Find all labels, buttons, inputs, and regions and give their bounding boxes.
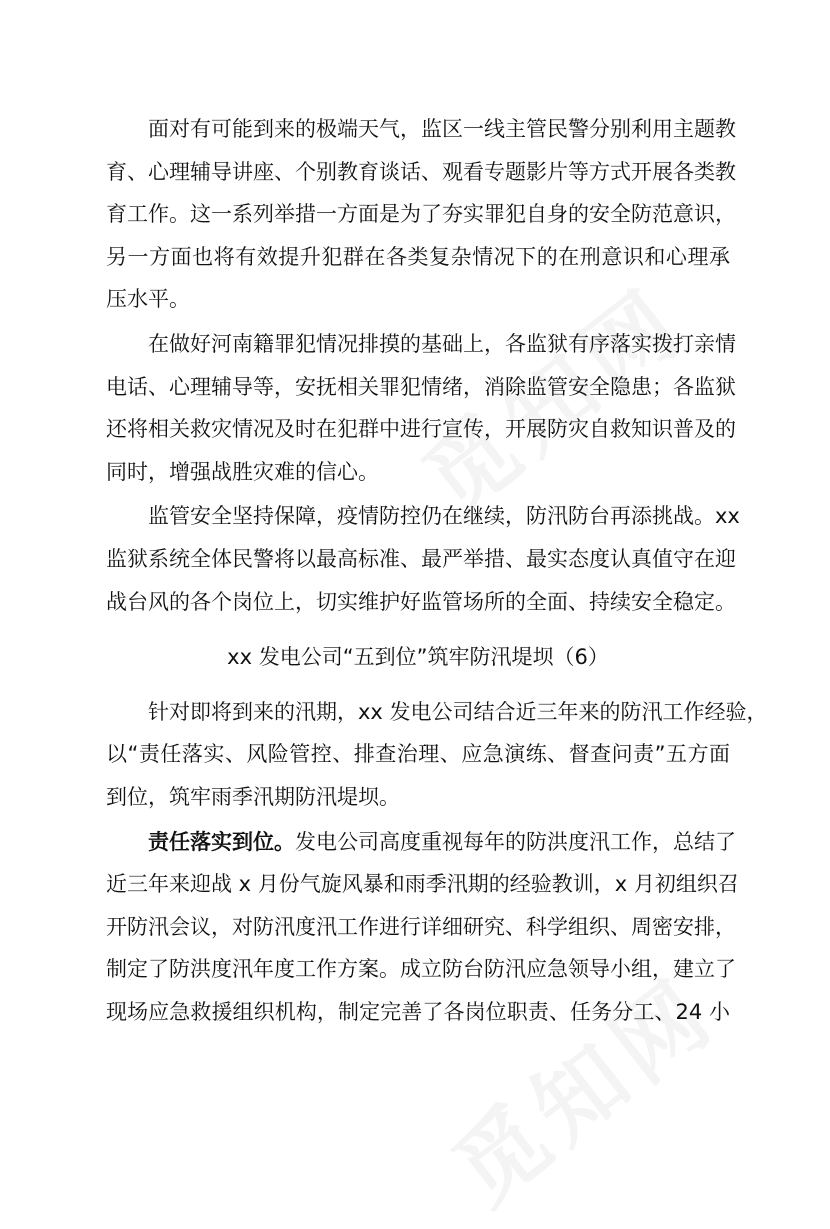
bold-lead: 责任落实到位。 bbox=[148, 829, 295, 854]
text-line: 另一方面也将有效提升犯群在各类复杂情况下的在刑意识和心理承 bbox=[106, 244, 730, 269]
text-line: 针对即将到来的汛期，xx 发电公司结合近三年来的防汛工作经验， bbox=[148, 699, 768, 724]
text-line: 近三年来迎战 x 月份气旋风暴和雨季汛期的经验教训，x 月初组织召 bbox=[106, 872, 739, 897]
paragraph bbox=[106, 108, 736, 321]
document-body bbox=[106, 108, 768, 1033]
text-line: 还将相关救灾情况及时在犯群中进行宣传，开展防灾自救知识普及的 bbox=[106, 417, 736, 442]
text-line: 电话、心理辅导等，安抚相关罪犯情绪，消除监管安全隐患；各监狱 bbox=[106, 374, 736, 399]
text-line: 到位，筑牢雨季汛期防汛堤坝。 bbox=[106, 784, 400, 809]
paragraph bbox=[106, 495, 740, 623]
text-line: 育工作。这一系列举措一方面是为了夯实罪犯自身的安全防范意识， bbox=[106, 202, 736, 227]
text-line: 开防汛会议，对防汛度汛工作进行详细研究、科学组织、周密安排， bbox=[106, 914, 736, 939]
text-line: 监管安全坚持保障，疫情防控仍在继续，防汛防台再添挑战。xx bbox=[148, 504, 740, 529]
text-line: 压水平。 bbox=[106, 287, 190, 312]
text-run: 发电公司高度重视每年的防洪度汛工作，总结了 bbox=[295, 829, 736, 854]
text-line: 制定了防洪度汛年度工作方案。成立防台防汛应急领导小组，建立了 bbox=[106, 957, 736, 982]
paragraph bbox=[106, 821, 739, 1034]
text-line: 现场应急救援组织机构，制定完善了各岗位职责、任务分工、24 小 bbox=[106, 999, 730, 1024]
text-line: 以“责任落实、风险管控、排查治理、应急演练、督查问责”五方面 bbox=[106, 742, 730, 767]
text-line: 监狱系统全体民警将以最高标准、最严举措、最实态度认真值守在迎 bbox=[106, 546, 736, 571]
text-line: 同时，增强战胜灾难的信心。 bbox=[106, 459, 379, 484]
paragraph bbox=[106, 323, 736, 493]
text-line: 战台风的各个岗位上，切实维护好监管场所的全面、持续安全稳定。 bbox=[106, 589, 736, 614]
text-line: 在做好河南籍罪犯情况排摸的基础上，各监狱有序落实拨打亲情 bbox=[148, 331, 736, 356]
text-line bbox=[106, 821, 736, 864]
text-line: 面对有可能到来的极端天气，监区一线主管民警分别利用主题教 bbox=[148, 117, 736, 141]
paragraph bbox=[106, 691, 768, 819]
text-line: 育、心理辅导讲座、个别教育谈话、观看专题影片等方式开展各类教 bbox=[106, 159, 736, 184]
section-heading: xx 发电公司“五到位”筑牢防汛堤坝（6） bbox=[227, 645, 609, 670]
